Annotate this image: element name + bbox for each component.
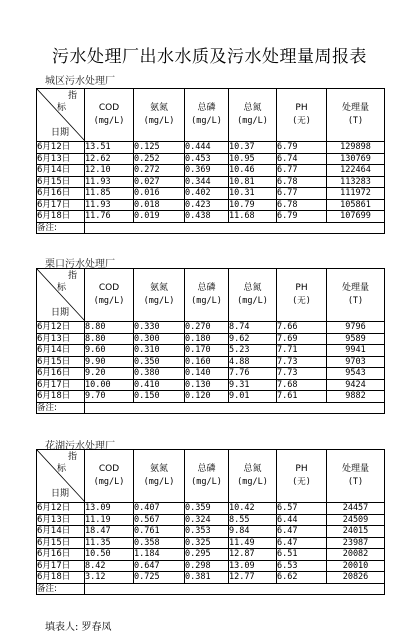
value-cell: 9703 xyxy=(327,356,385,368)
value-cell: 0.252 xyxy=(134,153,185,165)
value-cell: 12.10 xyxy=(85,165,134,177)
date-cell: 6月13日 xyxy=(37,514,85,526)
value-cell: 18.47 xyxy=(85,526,134,538)
value-cell: 6.79 xyxy=(277,211,327,223)
column-unit: (mg/L) xyxy=(143,477,175,487)
value-cell: 0.270 xyxy=(185,322,229,334)
value-cell: 8.42 xyxy=(85,560,134,572)
table-row xyxy=(37,368,385,380)
value-cell: 9.84 xyxy=(229,526,277,538)
value-cell: 13.09 xyxy=(85,503,134,515)
date-cell: 6月16日 xyxy=(37,368,85,380)
value-cell: 11.19 xyxy=(85,514,134,526)
date-cell: 6月15日 xyxy=(37,356,85,368)
plant-name: 栗口污水处理厂 xyxy=(45,259,115,270)
corner-label-mid: 标 xyxy=(57,103,67,113)
date-cell: 6月16日 xyxy=(37,188,85,200)
table-row xyxy=(37,514,385,526)
column-header xyxy=(327,89,385,142)
column-unit: (mg/L) xyxy=(93,477,125,487)
value-cell: 7.69 xyxy=(277,333,327,345)
value-cell: 9.31 xyxy=(229,379,277,391)
table-row xyxy=(37,199,385,211)
value-cell: 0.295 xyxy=(185,549,229,561)
filler-label: 填表人: 罗春凤 xyxy=(45,622,112,633)
value-cell: 4.88 xyxy=(229,356,277,368)
value-cell: 0.120 xyxy=(185,391,229,403)
value-cell: 6.79 xyxy=(277,142,327,154)
value-cell: 9796 xyxy=(327,322,385,334)
column-header xyxy=(229,450,277,503)
value-cell: 9.60 xyxy=(85,345,134,357)
date-cell: 6月18日 xyxy=(37,572,85,584)
value-cell: 6.77 xyxy=(277,188,327,200)
table-row xyxy=(37,572,385,584)
value-cell: 6.78 xyxy=(277,176,327,188)
plant-name: 花湖污水处理厂 xyxy=(45,441,115,452)
column-name: PH xyxy=(295,464,308,474)
column-header xyxy=(134,450,185,503)
value-cell: 10.95 xyxy=(229,153,277,165)
value-cell: 0.453 xyxy=(185,153,229,165)
value-cell: 0.358 xyxy=(134,537,185,549)
column-unit: (mg/L) xyxy=(93,296,125,306)
column-unit: (mg/L) xyxy=(237,116,268,126)
corner-label-top: 指 xyxy=(68,91,78,101)
table-row xyxy=(37,560,385,572)
value-cell: 3.12 xyxy=(85,572,134,584)
value-cell: 7.73 xyxy=(277,368,327,380)
value-cell: 13.09 xyxy=(229,560,277,572)
note-value xyxy=(85,222,385,234)
value-cell: 8.80 xyxy=(85,333,134,345)
value-cell: 12.77 xyxy=(229,572,277,584)
table-row xyxy=(37,211,385,223)
column-header xyxy=(134,269,185,322)
table-header-row xyxy=(37,269,385,322)
column-header xyxy=(185,450,229,503)
date-cell: 6月12日 xyxy=(37,503,85,515)
value-cell: 0.381 xyxy=(185,572,229,584)
date-cell: 6月15日 xyxy=(37,176,85,188)
table-row xyxy=(37,188,385,200)
note-label: 备注: xyxy=(37,583,85,595)
value-cell: 5.23 xyxy=(229,345,277,357)
table-row xyxy=(37,322,385,334)
value-cell: 0.353 xyxy=(185,526,229,538)
value-cell: 9.01 xyxy=(229,391,277,403)
value-cell: 10.50 xyxy=(85,549,134,561)
corner-label-date: 日期 xyxy=(51,128,70,138)
value-cell: 10.00 xyxy=(85,379,134,391)
value-cell: 13.51 xyxy=(85,142,134,154)
value-cell: 11.93 xyxy=(85,199,134,211)
value-cell: 23987 xyxy=(327,537,385,549)
value-cell: 0.423 xyxy=(185,199,229,211)
value-cell: 0.019 xyxy=(134,211,185,223)
value-cell: 11.93 xyxy=(85,176,134,188)
note-row xyxy=(37,222,385,234)
value-cell: 129898 xyxy=(327,142,385,154)
value-cell: 9424 xyxy=(327,379,385,391)
date-cell: 6月16日 xyxy=(37,549,85,561)
column-name: 总磷 xyxy=(197,283,216,293)
date-cell: 6月14日 xyxy=(37,165,85,177)
value-cell: 7.76 xyxy=(229,368,277,380)
water-quality-table xyxy=(36,449,385,595)
value-cell: 12.62 xyxy=(85,153,134,165)
value-cell: 9.62 xyxy=(229,333,277,345)
column-unit: (T) xyxy=(347,116,364,126)
column-header xyxy=(327,450,385,503)
column-header xyxy=(277,89,327,142)
value-cell: 0.300 xyxy=(134,333,185,345)
column-header xyxy=(229,269,277,322)
corner-header-cell xyxy=(37,89,85,142)
value-cell: 0.350 xyxy=(134,356,185,368)
value-cell: 0.027 xyxy=(134,176,185,188)
column-name: 总氮 xyxy=(243,283,262,293)
note-value xyxy=(85,402,385,414)
table-row xyxy=(37,379,385,391)
value-cell: 0.410 xyxy=(134,379,185,391)
value-cell: 7.66 xyxy=(277,322,327,334)
date-cell: 6月13日 xyxy=(37,153,85,165)
column-name: 总氮 xyxy=(243,103,262,113)
report-title: 污水处理厂出水水质及污水处理量周报表 xyxy=(52,47,367,67)
column-name: 处理量 xyxy=(341,283,369,293)
table-row xyxy=(37,345,385,357)
column-header xyxy=(185,269,229,322)
table-row xyxy=(37,356,385,368)
table-row xyxy=(37,549,385,561)
column-header xyxy=(85,450,134,503)
value-cell: 0.170 xyxy=(185,345,229,357)
value-cell: 0.298 xyxy=(185,560,229,572)
value-cell: 10.81 xyxy=(229,176,277,188)
value-cell: 9882 xyxy=(327,391,385,403)
column-unit: (T) xyxy=(347,477,364,487)
value-cell: 11.49 xyxy=(229,537,277,549)
value-cell: 111972 xyxy=(327,188,385,200)
value-cell: 0.272 xyxy=(134,165,185,177)
column-unit: (mg/L) xyxy=(237,296,268,306)
corner-header-cell xyxy=(37,269,85,322)
table-row xyxy=(37,153,385,165)
value-cell: 0.130 xyxy=(185,379,229,391)
column-name: 总氮 xyxy=(243,464,262,474)
date-cell: 6月18日 xyxy=(37,211,85,223)
date-cell: 6月15日 xyxy=(37,537,85,549)
date-cell: 6月12日 xyxy=(37,142,85,154)
date-cell: 6月14日 xyxy=(37,345,85,357)
value-cell: 10.37 xyxy=(229,142,277,154)
column-unit: (mg/L) xyxy=(237,477,268,487)
corner-label-date: 日期 xyxy=(51,489,70,499)
value-cell: 0.344 xyxy=(185,176,229,188)
value-cell: 20082 xyxy=(327,549,385,561)
column-name: 处理量 xyxy=(341,103,369,113)
value-cell: 0.150 xyxy=(134,391,185,403)
value-cell: 24457 xyxy=(327,503,385,515)
value-cell: 0.180 xyxy=(185,333,229,345)
value-cell: 0.330 xyxy=(134,322,185,334)
date-cell: 6月13日 xyxy=(37,333,85,345)
value-cell: 0.444 xyxy=(185,142,229,154)
corner-label-mid: 标 xyxy=(57,464,67,474)
value-cell: 0.310 xyxy=(134,345,185,357)
value-cell: 0.016 xyxy=(134,188,185,200)
value-cell: 24015 xyxy=(327,526,385,538)
value-cell: 24509 xyxy=(327,514,385,526)
column-unit: (T) xyxy=(347,296,364,306)
table-row xyxy=(37,176,385,188)
value-cell: 6.53 xyxy=(277,560,327,572)
value-cell: 10.31 xyxy=(229,188,277,200)
value-cell: 1.184 xyxy=(134,549,185,561)
column-name: COD xyxy=(98,464,120,474)
note-label: 备注: xyxy=(37,222,85,234)
value-cell: 0.567 xyxy=(134,514,185,526)
note-label: 备注: xyxy=(37,402,85,414)
value-cell: 0.018 xyxy=(134,199,185,211)
column-header xyxy=(185,89,229,142)
column-header xyxy=(277,269,327,322)
date-cell: 6月17日 xyxy=(37,379,85,391)
column-header xyxy=(229,89,277,142)
value-cell: 6.47 xyxy=(277,526,327,538)
value-cell: 7.73 xyxy=(277,356,327,368)
value-cell: 6.74 xyxy=(277,153,327,165)
value-cell: 0.140 xyxy=(185,368,229,380)
corner-label-top: 指 xyxy=(68,271,78,281)
water-quality-table xyxy=(36,268,385,414)
table-row xyxy=(37,165,385,177)
column-name: 总磷 xyxy=(197,464,216,474)
column-header xyxy=(277,450,327,503)
column-unit: (mg/L) xyxy=(191,116,222,126)
value-cell: 6.77 xyxy=(277,165,327,177)
value-cell: 9.20 xyxy=(85,368,134,380)
column-name: PH xyxy=(295,103,308,113)
column-name: 氨氮 xyxy=(149,283,168,293)
date-cell: 6月17日 xyxy=(37,199,85,211)
table-row xyxy=(37,537,385,549)
value-cell: 105861 xyxy=(327,199,385,211)
corner-header-cell xyxy=(37,450,85,503)
value-cell: 0.359 xyxy=(185,503,229,515)
value-cell: 8.55 xyxy=(229,514,277,526)
value-cell: 7.68 xyxy=(277,379,327,391)
value-cell: 6.78 xyxy=(277,199,327,211)
value-cell: 20010 xyxy=(327,560,385,572)
value-cell: 10.42 xyxy=(229,503,277,515)
value-cell: 9.90 xyxy=(85,356,134,368)
value-cell: 9941 xyxy=(327,345,385,357)
column-header xyxy=(85,269,134,322)
column-name: 处理量 xyxy=(341,464,369,474)
value-cell: 0.380 xyxy=(134,368,185,380)
value-cell: 0.647 xyxy=(134,560,185,572)
table-row xyxy=(37,526,385,538)
value-cell: 0.369 xyxy=(185,165,229,177)
column-name: PH xyxy=(295,283,308,293)
note-row xyxy=(37,402,385,414)
value-cell: 8.74 xyxy=(229,322,277,334)
value-cell: 10.79 xyxy=(229,199,277,211)
column-name: COD xyxy=(98,283,120,293)
table-row xyxy=(37,391,385,403)
corner-label-mid: 标 xyxy=(57,283,67,293)
date-cell: 6月18日 xyxy=(37,391,85,403)
value-cell: 0.402 xyxy=(185,188,229,200)
value-cell: 130769 xyxy=(327,153,385,165)
value-cell: 20826 xyxy=(327,572,385,584)
column-header xyxy=(134,89,185,142)
plant-name: 城区污水处理厂 xyxy=(45,76,115,87)
value-cell: 6.44 xyxy=(277,514,327,526)
column-name: 总磷 xyxy=(197,103,216,113)
value-cell: 6.62 xyxy=(277,572,327,584)
value-cell: 0.160 xyxy=(185,356,229,368)
column-unit: (无) xyxy=(292,116,311,126)
table-header-row xyxy=(37,89,385,142)
column-header xyxy=(327,269,385,322)
value-cell: 9589 xyxy=(327,333,385,345)
corner-label-top: 指 xyxy=(68,452,78,462)
value-cell: 6.51 xyxy=(277,549,327,561)
note-row xyxy=(37,583,385,595)
value-cell: 0.725 xyxy=(134,572,185,584)
column-name: 氨氮 xyxy=(149,103,168,113)
note-value xyxy=(85,583,385,595)
value-cell: 0.324 xyxy=(185,514,229,526)
date-cell: 6月14日 xyxy=(37,526,85,538)
column-unit: (mg/L) xyxy=(143,116,175,126)
value-cell: 6.57 xyxy=(277,503,327,515)
value-cell: 7.61 xyxy=(277,391,327,403)
value-cell: 0.407 xyxy=(134,503,185,515)
column-unit: (无) xyxy=(292,296,311,306)
table-row xyxy=(37,142,385,154)
column-unit: (mg/L) xyxy=(191,477,222,487)
value-cell: 6.47 xyxy=(277,537,327,549)
value-cell: 11.76 xyxy=(85,211,134,223)
value-cell: 8.80 xyxy=(85,322,134,334)
value-cell: 0.325 xyxy=(185,537,229,549)
column-name: 氨氮 xyxy=(149,464,168,474)
value-cell: 0.125 xyxy=(134,142,185,154)
date-cell: 6月12日 xyxy=(37,322,85,334)
column-unit: (无) xyxy=(292,477,311,487)
value-cell: 11.85 xyxy=(85,188,134,200)
value-cell: 12.87 xyxy=(229,549,277,561)
value-cell: 11.68 xyxy=(229,211,277,223)
water-quality-table xyxy=(36,88,385,234)
value-cell: 0.438 xyxy=(185,211,229,223)
value-cell: 10.46 xyxy=(229,165,277,177)
column-unit: (mg/L) xyxy=(143,296,175,306)
value-cell: 11.35 xyxy=(85,537,134,549)
table-row xyxy=(37,503,385,515)
value-cell: 122464 xyxy=(327,165,385,177)
value-cell: 9543 xyxy=(327,368,385,380)
value-cell: 0.761 xyxy=(134,526,185,538)
corner-label-date: 日期 xyxy=(51,308,70,318)
column-unit: (mg/L) xyxy=(191,296,222,306)
table-header-row xyxy=(37,450,385,503)
value-cell: 9.70 xyxy=(85,391,134,403)
value-cell: 7.71 xyxy=(277,345,327,357)
value-cell: 113283 xyxy=(327,176,385,188)
column-header xyxy=(85,89,134,142)
column-unit: (mg/L) xyxy=(93,116,125,126)
column-name: COD xyxy=(98,103,120,113)
value-cell: 107699 xyxy=(327,211,385,223)
date-cell: 6月17日 xyxy=(37,560,85,572)
table-row xyxy=(37,333,385,345)
